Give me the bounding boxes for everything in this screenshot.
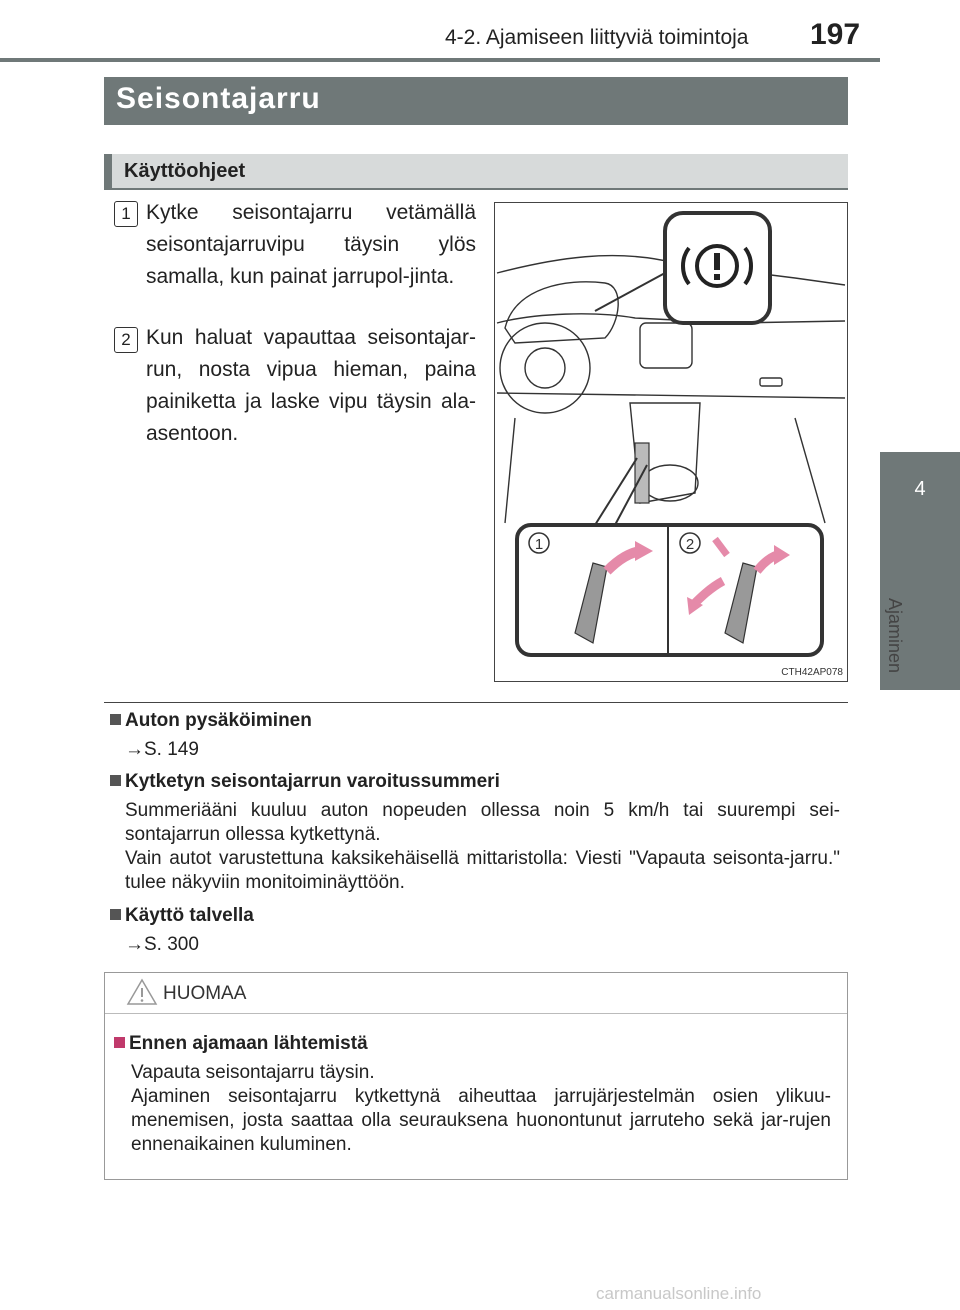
dashboard-drawing: [495, 203, 847, 681]
caution-heading: Ennen ajamaan lähtemistä: [114, 1033, 368, 1055]
note-heading-buzzer: Kytketyn seisontajarrun varoitussummeri: [110, 771, 500, 793]
dashboard-warning-lamp: [595, 213, 770, 323]
page-number: 197: [810, 18, 861, 51]
note-ref-winter: →S. 300: [125, 934, 199, 955]
caution-line-2: Ajaminen seisontajarru kytkettynä aiheuttaa jarrujärjestelmän osien ylikuu-menemisen, josta saattaa olla seurauksena huonontunut jarruteho sekä jar-rujen ennenaikainen kuluminen.: [131, 1086, 831, 1155]
step-1-number: 1: [114, 201, 138, 227]
page-title: Seisontajarru: [116, 82, 321, 115]
note-heading-parking: Auton pysäköiminen: [110, 710, 312, 732]
detail-label-2: 2: [685, 536, 695, 553]
bullet-square: [110, 909, 121, 920]
note-buzzer-line-2: Vain autot varustettuna kaksikehäisellä mittaristolla: Viesti "Vapauta seisonta-jarru." tulee näkyviin monitoiminäyttöön.: [125, 848, 840, 893]
bullet-square: [110, 775, 121, 786]
caution-text: [131, 1061, 831, 1157]
subtitle-accent: [104, 154, 112, 188]
note-heading-winter: Käyttö talvella: [110, 905, 254, 927]
subtitle-underline: [104, 188, 848, 190]
subtitle: Käyttöohjeet: [124, 160, 246, 182]
caution-separator: [105, 1013, 847, 1014]
illustration-code: CTH42AP078: [781, 667, 843, 678]
note-ref-parking: →S. 149: [125, 739, 199, 760]
detail-label-1: 1: [534, 536, 544, 553]
step-2-text: Kun haluat vapauttaa seisontajar-run, nosta vipua hieman, paina painiketta ja laske vipu täysin ala-asentoon.: [146, 326, 476, 445]
section-heading: 4-2. Ajamiseen liittyviä toimintoja: [445, 26, 749, 49]
warning-triangle-icon: [126, 978, 158, 1006]
header-rule: [0, 58, 880, 62]
chapter-title: Ajaminen: [885, 598, 905, 674]
bullet-square: [110, 714, 121, 725]
caution-line-1: Vapauta seisontajarru täysin.: [131, 1062, 375, 1083]
bullet-square: [114, 1037, 125, 1048]
lever-detail-panels: [517, 525, 822, 655]
step-1-text: Kytke seisontajarru vetämällä seisontajarruvipu täysin ylös samalla, kun painat jarrupol-jinta.: [146, 201, 476, 288]
step-2-number: 2: [114, 327, 138, 353]
section-divider: [104, 702, 848, 703]
parking-brake-lever: [595, 443, 649, 525]
chapter-number: 4: [914, 478, 926, 500]
parking-brake-illustration: [494, 202, 848, 682]
caution-label: HUOMAA: [163, 983, 247, 1004]
watermark: carmanualsonline.info: [596, 1284, 762, 1303]
note-buzzer-line-1: Summeriääni kuuluu auton nopeuden ollessa noin 5 km/h tai suurempi sei-sontajarrun ollessa kytkettynä.: [125, 800, 840, 845]
